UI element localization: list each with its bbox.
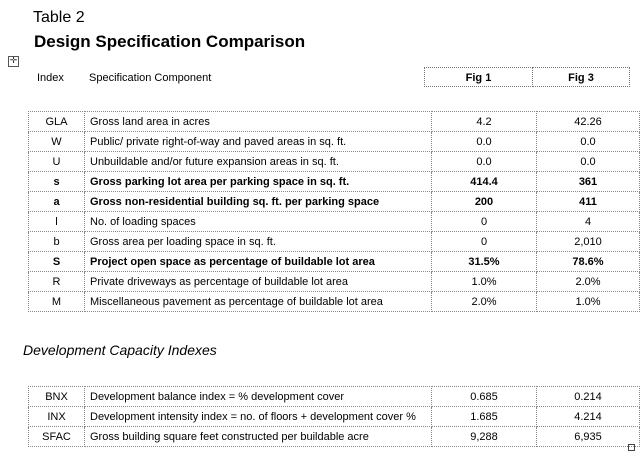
table-row xyxy=(29,292,640,312)
table-row xyxy=(29,152,640,172)
table-row xyxy=(29,387,640,407)
cell-fig1[interactable]: 31.5% xyxy=(432,252,537,272)
cell-fig3[interactable]: 0.0 xyxy=(537,132,640,152)
table-row xyxy=(29,427,640,447)
cell-index[interactable]: s xyxy=(29,172,85,192)
cell-fig1[interactable]: 1.685 xyxy=(432,407,537,427)
cell-fig3[interactable]: 4.214 xyxy=(537,407,640,427)
cell-fig1[interactable]: 0.0 xyxy=(432,152,537,172)
cell-fig1[interactable]: 1.0% xyxy=(432,272,537,292)
cell-fig3[interactable]: 2,010 xyxy=(537,232,640,252)
table-row xyxy=(29,232,640,252)
cell-fig1[interactable]: 414.4 xyxy=(432,172,537,192)
cell-fig3[interactable]: 42.26 xyxy=(537,112,640,132)
cell-spec[interactable]: Miscellaneous pavement as percentage of buildable lot area xyxy=(85,292,432,312)
cell-spec[interactable]: Gross land area in acres xyxy=(85,112,432,132)
table-row xyxy=(29,212,640,232)
cell-index[interactable]: SFAC xyxy=(29,427,85,447)
cell-index[interactable]: INX xyxy=(29,407,85,427)
cell-fig3[interactable]: 4 xyxy=(537,212,640,232)
column-header-index: Index xyxy=(37,72,64,84)
cell-spec[interactable]: Project open space as percentage of buildable lot area xyxy=(85,252,432,272)
cell-fig3[interactable]: 411 xyxy=(537,192,640,212)
table-row xyxy=(29,407,640,427)
cell-fig1[interactable]: 0 xyxy=(432,232,537,252)
spec-table xyxy=(28,111,640,312)
cell-fig1[interactable]: 9,288 xyxy=(432,427,537,447)
table-title: Design Specification Comparison xyxy=(34,32,306,51)
cell-fig1[interactable]: 0 xyxy=(432,212,537,232)
table-resize-handle[interactable] xyxy=(628,444,635,451)
cell-spec[interactable]: Development intensity index = no. of floors + development cover % xyxy=(85,407,432,427)
table-row xyxy=(29,112,640,132)
cell-index[interactable]: U xyxy=(29,152,85,172)
column-header-fig1: Fig 1 xyxy=(424,67,533,87)
cell-index[interactable]: S xyxy=(29,252,85,272)
cell-index[interactable]: W xyxy=(29,132,85,152)
cell-fig1[interactable]: 4.2 xyxy=(432,112,537,132)
cell-index[interactable]: M xyxy=(29,292,85,312)
column-header-spec: Specification Component xyxy=(89,72,212,84)
cell-fig3[interactable]: 361 xyxy=(537,172,640,192)
cell-index[interactable]: BNX xyxy=(29,387,85,407)
capacity-index-table xyxy=(28,386,640,447)
cell-fig1[interactable]: 200 xyxy=(432,192,537,212)
cell-fig3[interactable]: 1.0% xyxy=(537,292,640,312)
table-row xyxy=(29,272,640,292)
cell-fig3[interactable]: 78.6% xyxy=(537,252,640,272)
table-label: Table 2 xyxy=(33,9,85,26)
cell-spec[interactable]: Gross building square feet constructed per buildable acre xyxy=(85,427,432,447)
cell-spec[interactable]: Development balance index = % development cover xyxy=(85,387,432,407)
section-title: Development Capacity Indexes xyxy=(23,342,217,358)
cell-fig1[interactable]: 0.685 xyxy=(432,387,537,407)
table-move-handle-icon[interactable]: ✛ xyxy=(9,56,18,66)
cell-fig1[interactable]: 0.0 xyxy=(432,132,537,152)
cell-fig3[interactable]: 6,935 xyxy=(537,427,640,447)
cell-index[interactable]: a xyxy=(29,192,85,212)
cell-fig3[interactable]: 0.0 xyxy=(537,152,640,172)
cell-index[interactable]: b xyxy=(29,232,85,252)
table-row xyxy=(29,192,640,212)
cell-index[interactable]: l xyxy=(29,212,85,232)
table-row xyxy=(29,172,640,192)
cell-spec[interactable]: Gross area per loading space in sq. ft. xyxy=(85,232,432,252)
cell-fig3[interactable]: 0.214 xyxy=(537,387,640,407)
cell-index[interactable]: R xyxy=(29,272,85,292)
cell-spec[interactable]: Gross parking lot area per parking space in sq. ft. xyxy=(85,172,432,192)
cell-fig3[interactable]: 2.0% xyxy=(537,272,640,292)
cell-spec[interactable]: No. of loading spaces xyxy=(85,212,432,232)
cell-fig1[interactable]: 2.0% xyxy=(432,292,537,312)
cell-spec[interactable]: Unbuildable and/or future expansion areas in sq. ft. xyxy=(85,152,432,172)
table-row xyxy=(29,252,640,272)
cell-index[interactable]: GLA xyxy=(29,112,85,132)
column-header-fig3: Fig 3 xyxy=(533,67,630,87)
cell-spec[interactable]: Gross non-residential building sq. ft. per parking space xyxy=(85,192,432,212)
cell-spec[interactable]: Private driveways as percentage of buildable lot area xyxy=(85,272,432,292)
table-row xyxy=(29,132,640,152)
cell-spec[interactable]: Public/ private right-of-way and paved areas in sq. ft. xyxy=(85,132,432,152)
